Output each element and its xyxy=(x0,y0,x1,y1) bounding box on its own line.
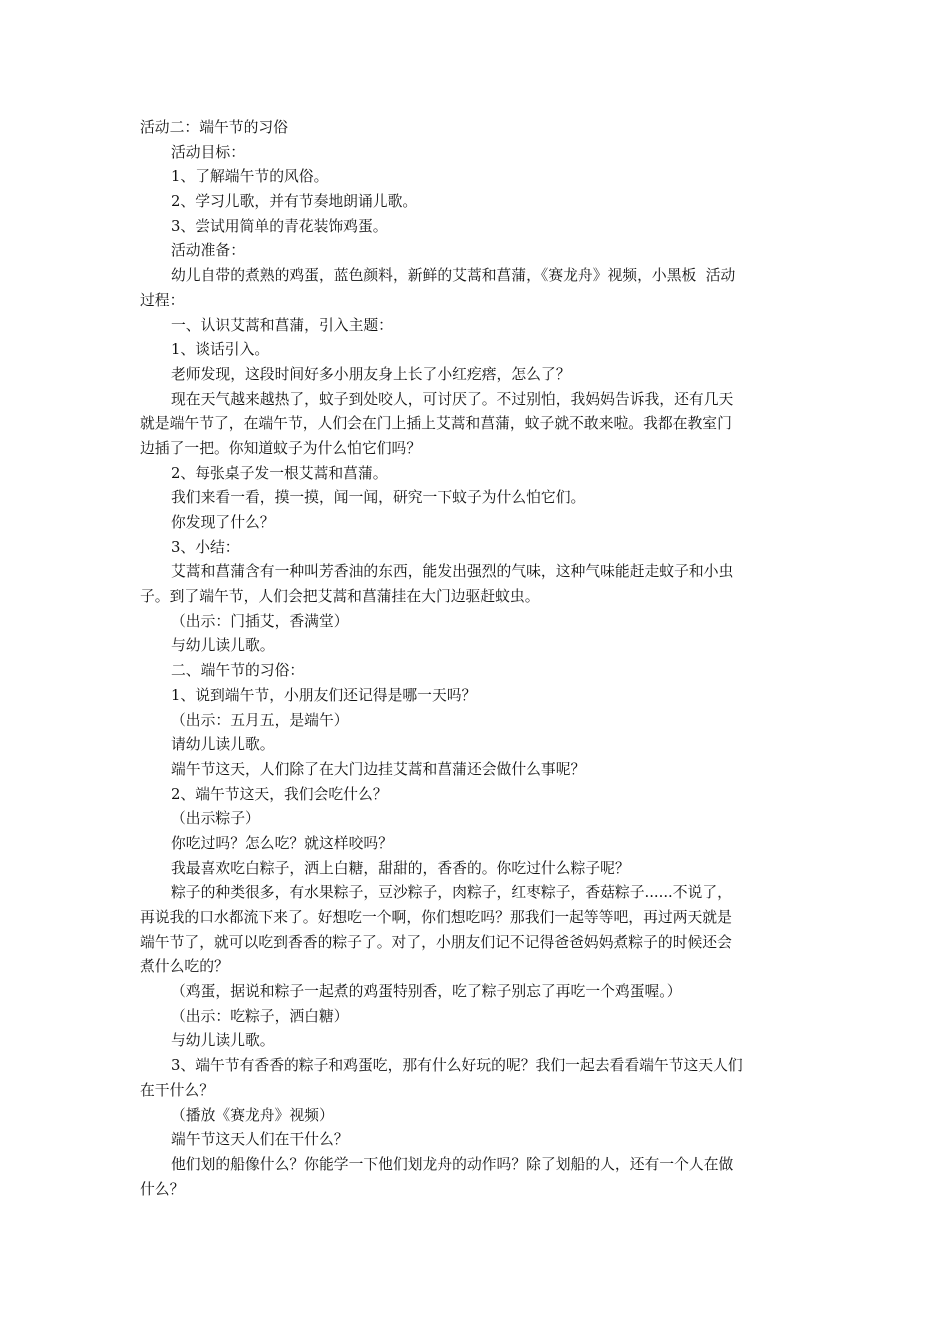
text-line: 过程： xyxy=(140,291,185,309)
text-line: 3、尝试用简单的青花装饰鸡蛋。 xyxy=(171,217,388,235)
text-line: 我最喜欢吃白粽子，洒上白糖，甜甜的，香香的。你吃过什么粽子呢？ xyxy=(171,859,630,877)
text-line: 活动准备： xyxy=(171,242,245,260)
text-line: （出示：门插艾，香满堂） xyxy=(171,612,349,630)
text-line: 子。到了端午节，人们会把艾蒿和菖蒲挂在大门边驱赶蚊虫。 xyxy=(140,588,540,606)
text-line: 与幼儿读儿歌。 xyxy=(171,1032,275,1050)
text-line: 1、了解端午节的风俗。 xyxy=(171,168,329,186)
text-line: 3、小结： xyxy=(171,538,240,556)
text-line: 1、说到端午节，小朋友们还记得是哪一天吗？ xyxy=(171,686,477,704)
text-line: 请幼儿读儿歌。 xyxy=(171,736,275,754)
text-line: 2、学习儿歌，并有节奏地朗诵儿歌。 xyxy=(171,193,418,211)
text-line: 老师发现，这段时间好多小朋友身上长了小红疙瘩，怎么了？ xyxy=(171,365,571,383)
text-line: 边插了一把。你知道蚊子为什么怕它们吗？ xyxy=(140,439,422,457)
text-line: 2、端午节这天，我们会吃什么？ xyxy=(171,785,388,803)
text-line: （鸡蛋，据说和粽子一起煮的鸡蛋特别香，吃了粽子别忘了再吃一个鸡蛋喔。） xyxy=(171,983,682,1001)
text-line: 煮什么吃的？ xyxy=(140,958,229,976)
text-line: （出示：五月五，是端午） xyxy=(171,711,349,729)
text-line: 在干什么？ xyxy=(140,1081,214,1099)
text-line: （出示粽子） xyxy=(171,810,260,828)
section-heading: 活动二：端午节的习俗 xyxy=(140,119,288,136)
text-line: （出示：吃粽子，洒白糖） xyxy=(171,1007,349,1025)
text-line: 就是端午节了，在端午节，人们会在门上插上艾蒿和菖蒲，蚊子就不敢来啦。我都在教室门 xyxy=(140,415,732,433)
text-line: 什么？ xyxy=(140,1180,185,1198)
text-line: 我们来看一看，摸一摸，闻一闻，研究一下蚊子为什么怕它们。 xyxy=(171,489,586,507)
text-line: 粽子的种类很多，有水果粽子，豆沙粽子，肉粽子，红枣粽子，香菇粽子......不说了， xyxy=(171,884,732,902)
text-line: 端午节这天，人们除了在大门边挂艾蒿和菖蒲还会做什么事呢？ xyxy=(171,760,586,778)
text-line: 一、认识艾蒿和菖蒲，引入主题： xyxy=(171,316,393,334)
text-line: 端午节这天人们在干什么？ xyxy=(171,1131,349,1149)
text-line: 二、端午节的习俗： xyxy=(171,662,305,680)
text-line: 艾蒿和菖蒲含有一种叫芳香油的东西，能发出强烈的气味，这种气味能赶走蚊子和小虫 xyxy=(171,563,734,581)
text-line: 他们划的船像什么？你能学一下他们划龙舟的动作吗？除了划船的人，还有一个人在做 xyxy=(171,1155,734,1173)
text-line: 端午节了，就可以吃到香香的粽子了。对了，小朋友们记不记得爸爸妈妈煮粽子的时候还会 xyxy=(140,933,732,951)
text-line: 再说我的口水都流下来了。好想吃一个啊，你们想吃吗？那我们一起等等吧，再过两天就是 xyxy=(140,909,732,926)
text-line: （播放《赛龙舟》视频） xyxy=(171,1106,334,1124)
text-line: 活动目标： xyxy=(171,143,245,161)
text-line: 3、端午节有香香的粽子和鸡蛋吃，那有什么好玩的呢？我们一起去看看端午节这天人们 xyxy=(171,1057,743,1075)
text-line: 你吃过吗？怎么吃？就这样咬吗？ xyxy=(171,834,393,852)
document-body xyxy=(140,116,812,1202)
text-line: 与幼儿读儿歌。 xyxy=(171,637,275,655)
text-line: 你发现了什么？ xyxy=(171,514,275,531)
text-line: 1、谈话引入。 xyxy=(171,341,270,359)
text-line: 现在天气越来越热了，蚊子到处咬人，可讨厌了。不过别怕，我妈妈告诉我，还有几天 xyxy=(171,390,734,408)
text-line: 幼儿自带的煮熟的鸡蛋，蓝色颜料，新鲜的艾蒿和菖蒲，《赛龙舟》视频，小黑板 活动 xyxy=(171,267,736,285)
text-line: 2、每张桌子发一根艾蒿和菖蒲。 xyxy=(171,464,388,482)
